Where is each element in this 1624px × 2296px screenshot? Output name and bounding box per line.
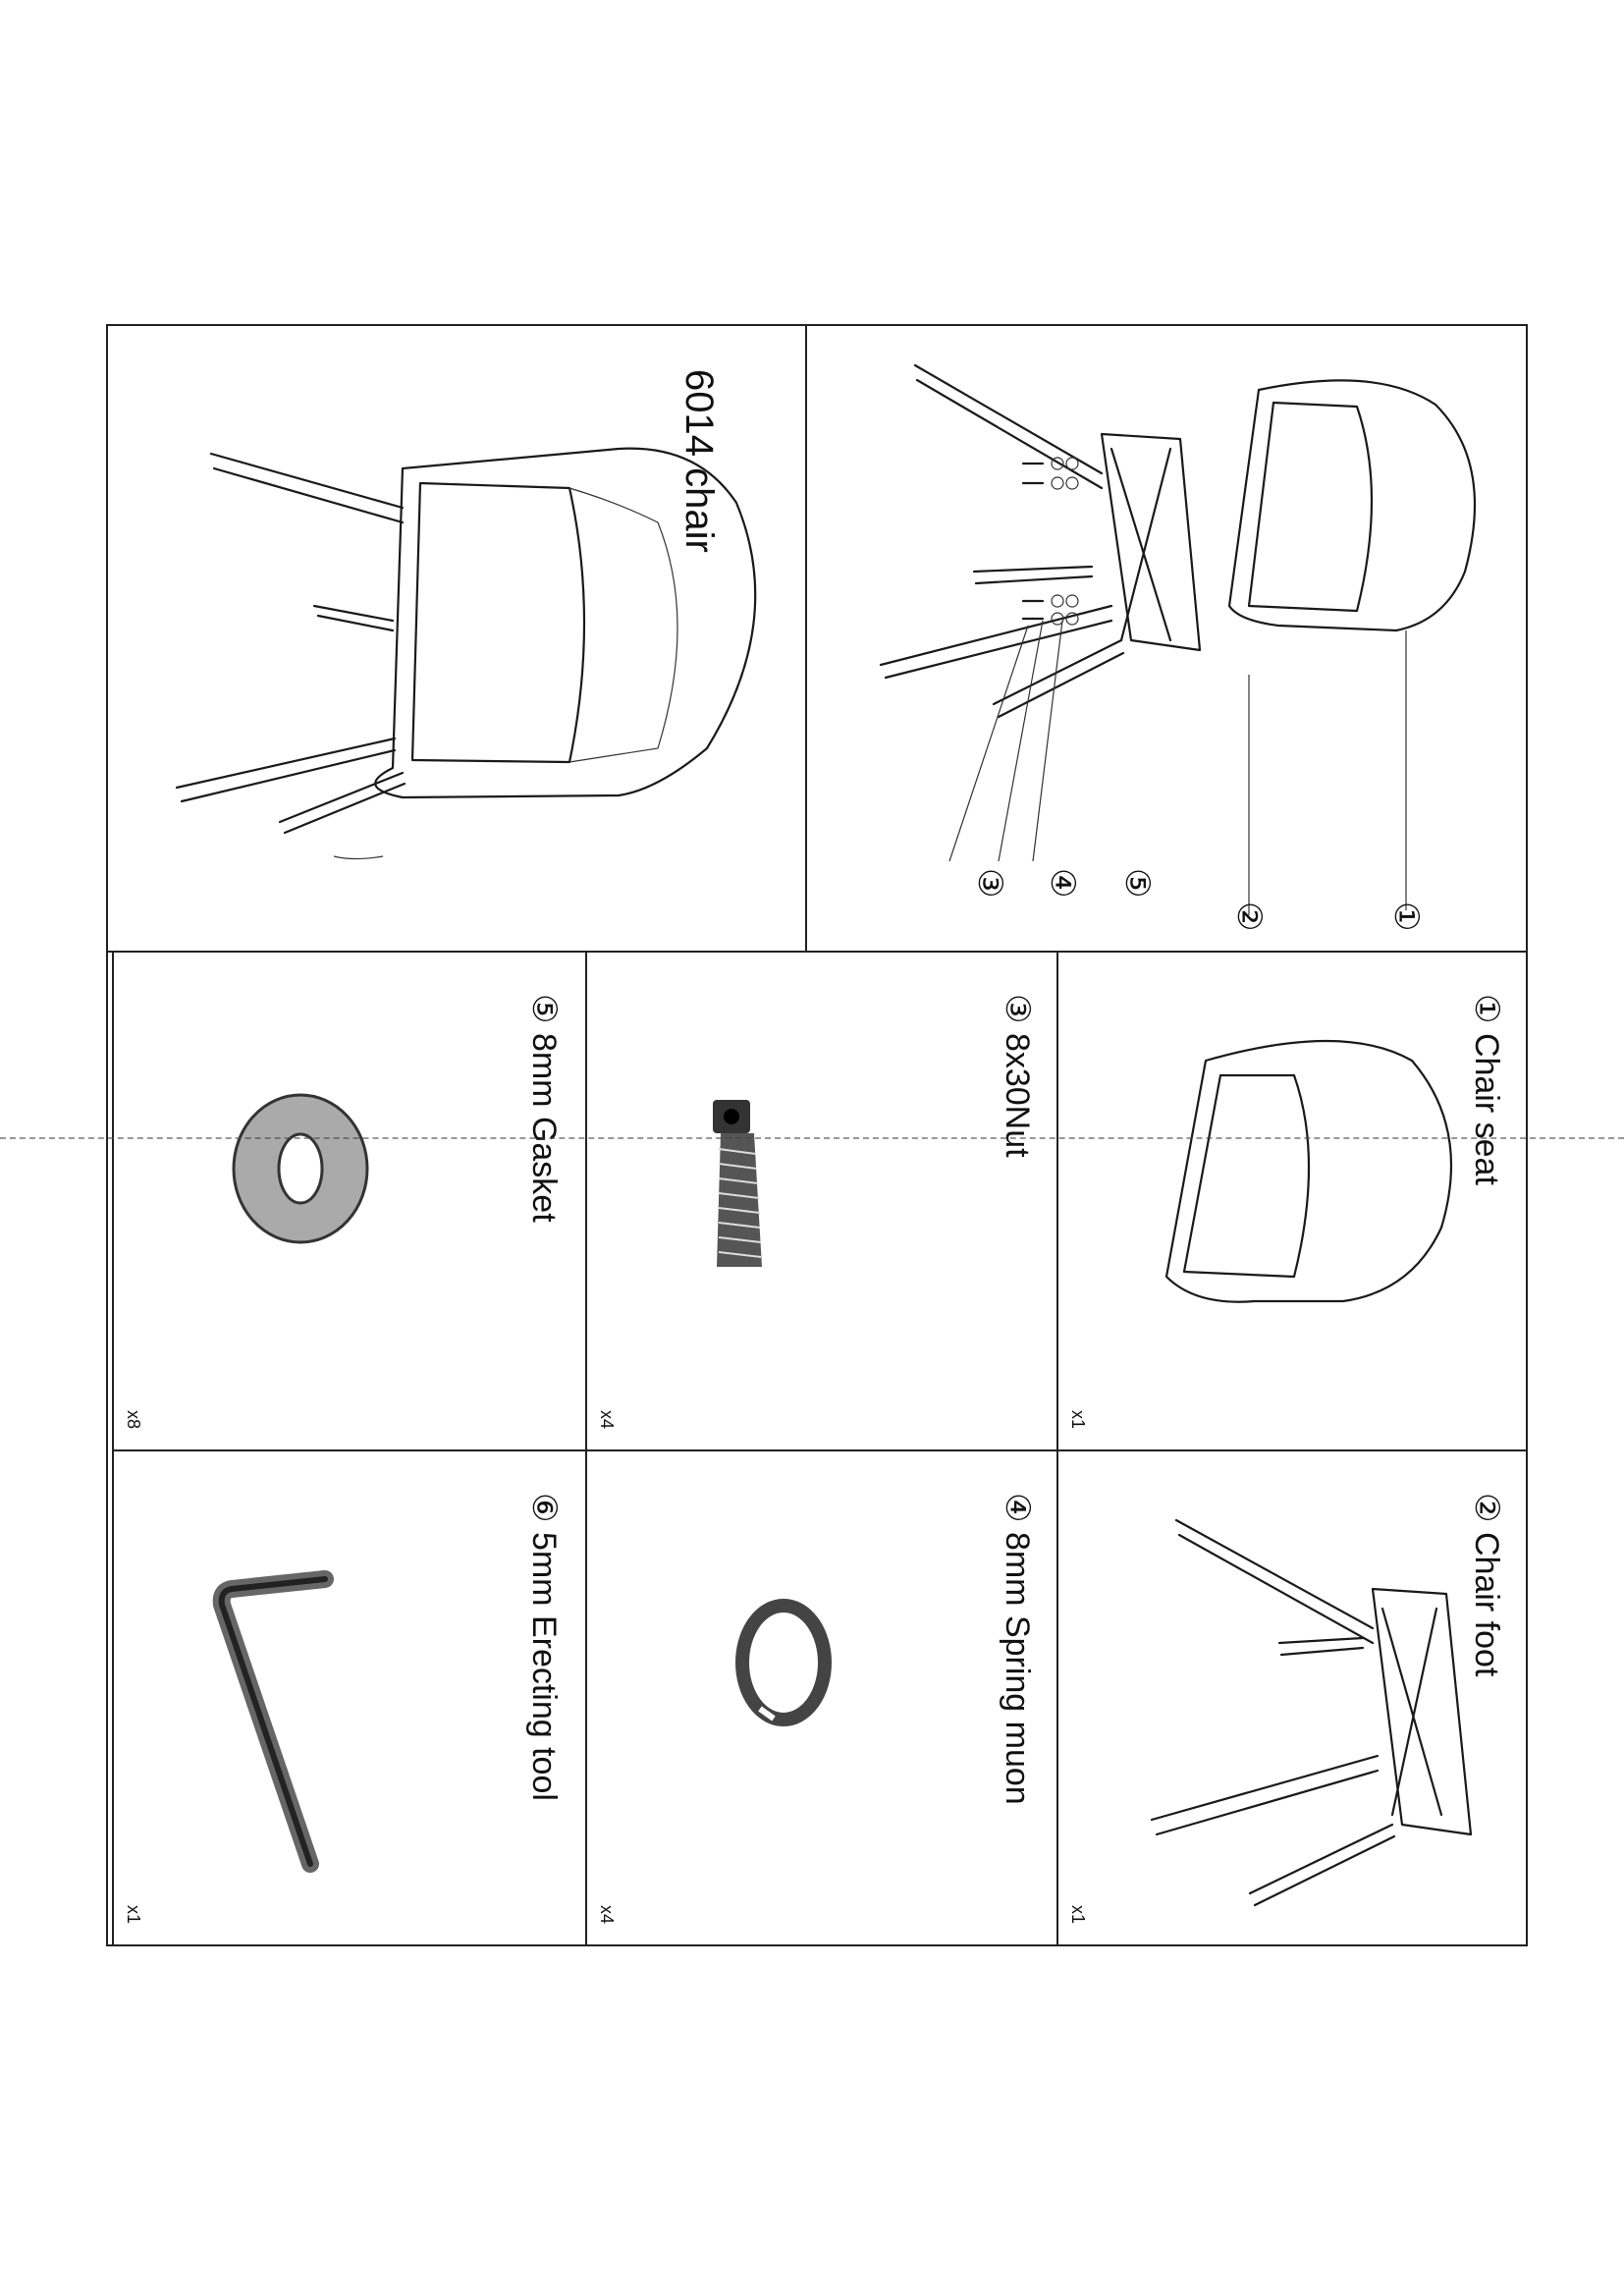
part-number: ⑥ (525, 1493, 563, 1523)
part-number: ⑤ (525, 994, 563, 1024)
product-title: 6014 chair (677, 369, 721, 553)
spring-washer-icon (587, 1451, 1060, 1948)
part-card-8mm-gasket (112, 951, 587, 1451)
part-number: ③ (999, 994, 1036, 1024)
part-qty: x1 (1068, 1905, 1088, 1925)
bolt-set-top (1023, 458, 1078, 489)
bolt-set-bottom (1023, 595, 1078, 625)
callout-2: ② (1230, 902, 1268, 932)
fold-crease (0, 1137, 1624, 1139)
allen-key-icon (114, 1451, 589, 1948)
chair-seat-icon (1058, 953, 1530, 1453)
callout-1: ① (1387, 902, 1425, 932)
part-name: Chair foot (1468, 1531, 1505, 1677)
part-qty: x4 (597, 1410, 617, 1430)
part-card-chair-foot (1056, 1449, 1528, 1946)
exploded-view-panel (805, 324, 1528, 953)
part-card-5mm-erecting-tool (112, 1449, 587, 1946)
part-qty: x1 (124, 1905, 143, 1925)
chair-foot-icon (1058, 1451, 1530, 1948)
part-number: ② (1468, 1493, 1505, 1523)
part-card-chair-seat (1056, 951, 1528, 1451)
callout-4: ④ (1044, 868, 1081, 899)
part-qty: x8 (124, 1410, 143, 1430)
part-number: ① (1468, 994, 1505, 1024)
part-qty: x1 (1068, 1410, 1088, 1430)
assembled-chair-icon (108, 326, 809, 955)
assembled-chair-panel (106, 324, 807, 953)
part-name: 8mm Gasket (525, 1032, 563, 1223)
part-number: ④ (999, 1493, 1036, 1523)
part-name: 5mm Erecting tool (525, 1531, 563, 1801)
callout-3: ③ (971, 868, 1008, 899)
part-name: 8x30Nut (999, 1032, 1036, 1158)
bolt-icon (587, 953, 1060, 1453)
callout-5: ⑤ (1118, 868, 1156, 899)
part-name: 8mm Spring muon (999, 1531, 1036, 1805)
flat-washer-icon (114, 953, 589, 1453)
part-card-8x30nut (585, 951, 1058, 1451)
part-name: Chair seat (1468, 1032, 1505, 1185)
part-qty: x4 (597, 1905, 617, 1925)
part-card-8mm-spring-muon (585, 1449, 1058, 1946)
exploded-diagram (807, 326, 1530, 955)
